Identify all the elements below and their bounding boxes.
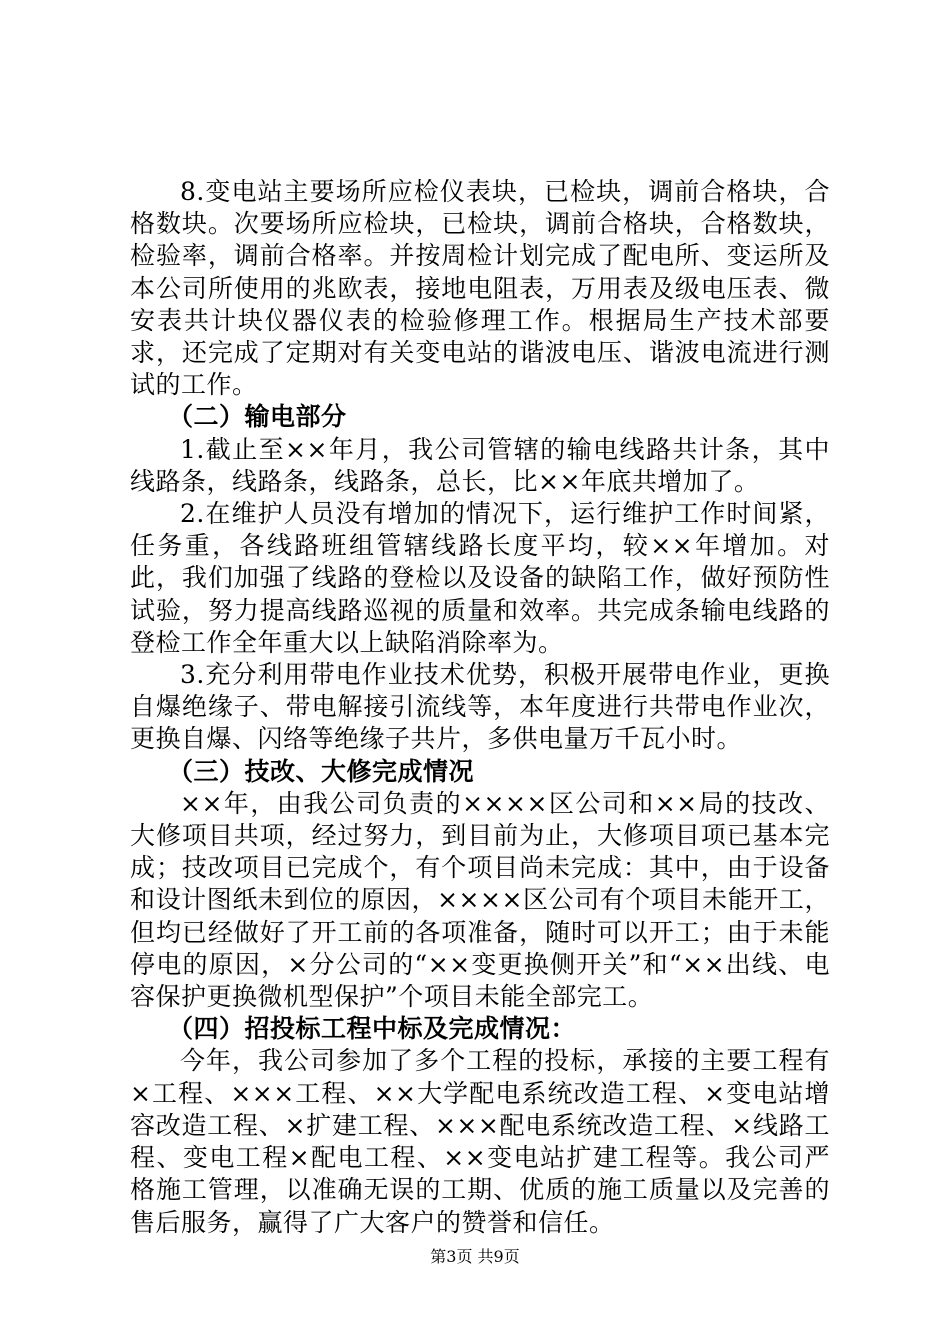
paragraph-transmission-lines: 1.截止至××年月，我公司管辖的输电线路共计条，其中线路条，线路条，线路条，总长，比××年底共增加了。 [130, 434, 830, 496]
heading-technical-renovation: （三）技改、大修完成情况 [168, 756, 475, 786]
page-footer: 第3页 共9页 [430, 1247, 520, 1266]
paragraph-bidding-projects: 今年，我公司参加了多个工程的投标，承接的主要工程有×工程、×××工程、××大学配电系统改造工程、×变电站增容改造工程、×扩建工程、×××配电系统改造工程、×线路工程、变电工程×配电工程、××变电站扩建工程等。我公司严格施工管理，以准确无误的工期、优质的施工质量以及完善的售后服务，赢得了广大客户的赞誉和信任。 [130, 1046, 830, 1237]
paragraph-maintenance: 2.在维护人员没有增加的情况下，运行维护工作时间紧，任务重，各线路班组管辖线路长度平均，较××年增加。对此，我们加强了线路的登检以及设备的缺陷工作，做好预防性试验，努力提高线路巡视的质量和效率。共完成条输电线路的登检工作全年重大以上缺陷消除率为。 [130, 499, 830, 657]
paragraph-live-work: 3.充分利用带电作业技术优势，积极开展带电作业，更换自爆绝缘子、带电解接引流线等，本年度进行共带电作业次，更换自爆、闪络等绝缘子共片，多供电量万千瓦小时。 [130, 660, 830, 754]
paragraph-equipment-inspection: 8.变电站主要场所应检仪表块，已检块，调前合格块，合格数块。次要场所应检块，已检块，调前合格块，合格数块，检验率，调前合格率。并按周检计划完成了配电所、变运所及本公司所使用的兆欧表，接地电阻表，万用表及级电压表、微安表共计块仪器仪表的检验修理工作。根据局生产技术部要求，还完成了定期对有关变电站的谐波电压、谐波电流进行测试的工作。 [130, 177, 830, 400]
heading-bidding: （四）招投标工程中标及完成情况： [168, 1014, 577, 1044]
paragraph-renovation-projects: ××年，由我公司负责的××××区公司和××局的技改、大修项目共项，经过努力，到目前为止，大修项目项已基本完成；技改项目已完成个，有个项目尚未完成：其中，由于设备和设计图纸未到位的原因，××××区公司有个项目未能开工，但均已经做好了开工前的各项准备，随时可以开工；由于未能停电的原因，×分公司的“××变更换侧开关”和“××出线、电容保护更换微机型保护”个项目未能全部完工。 [130, 788, 830, 1012]
document-body [130, 176, 830, 1239]
heading-transmission: （二）输电部分 [168, 402, 347, 432]
